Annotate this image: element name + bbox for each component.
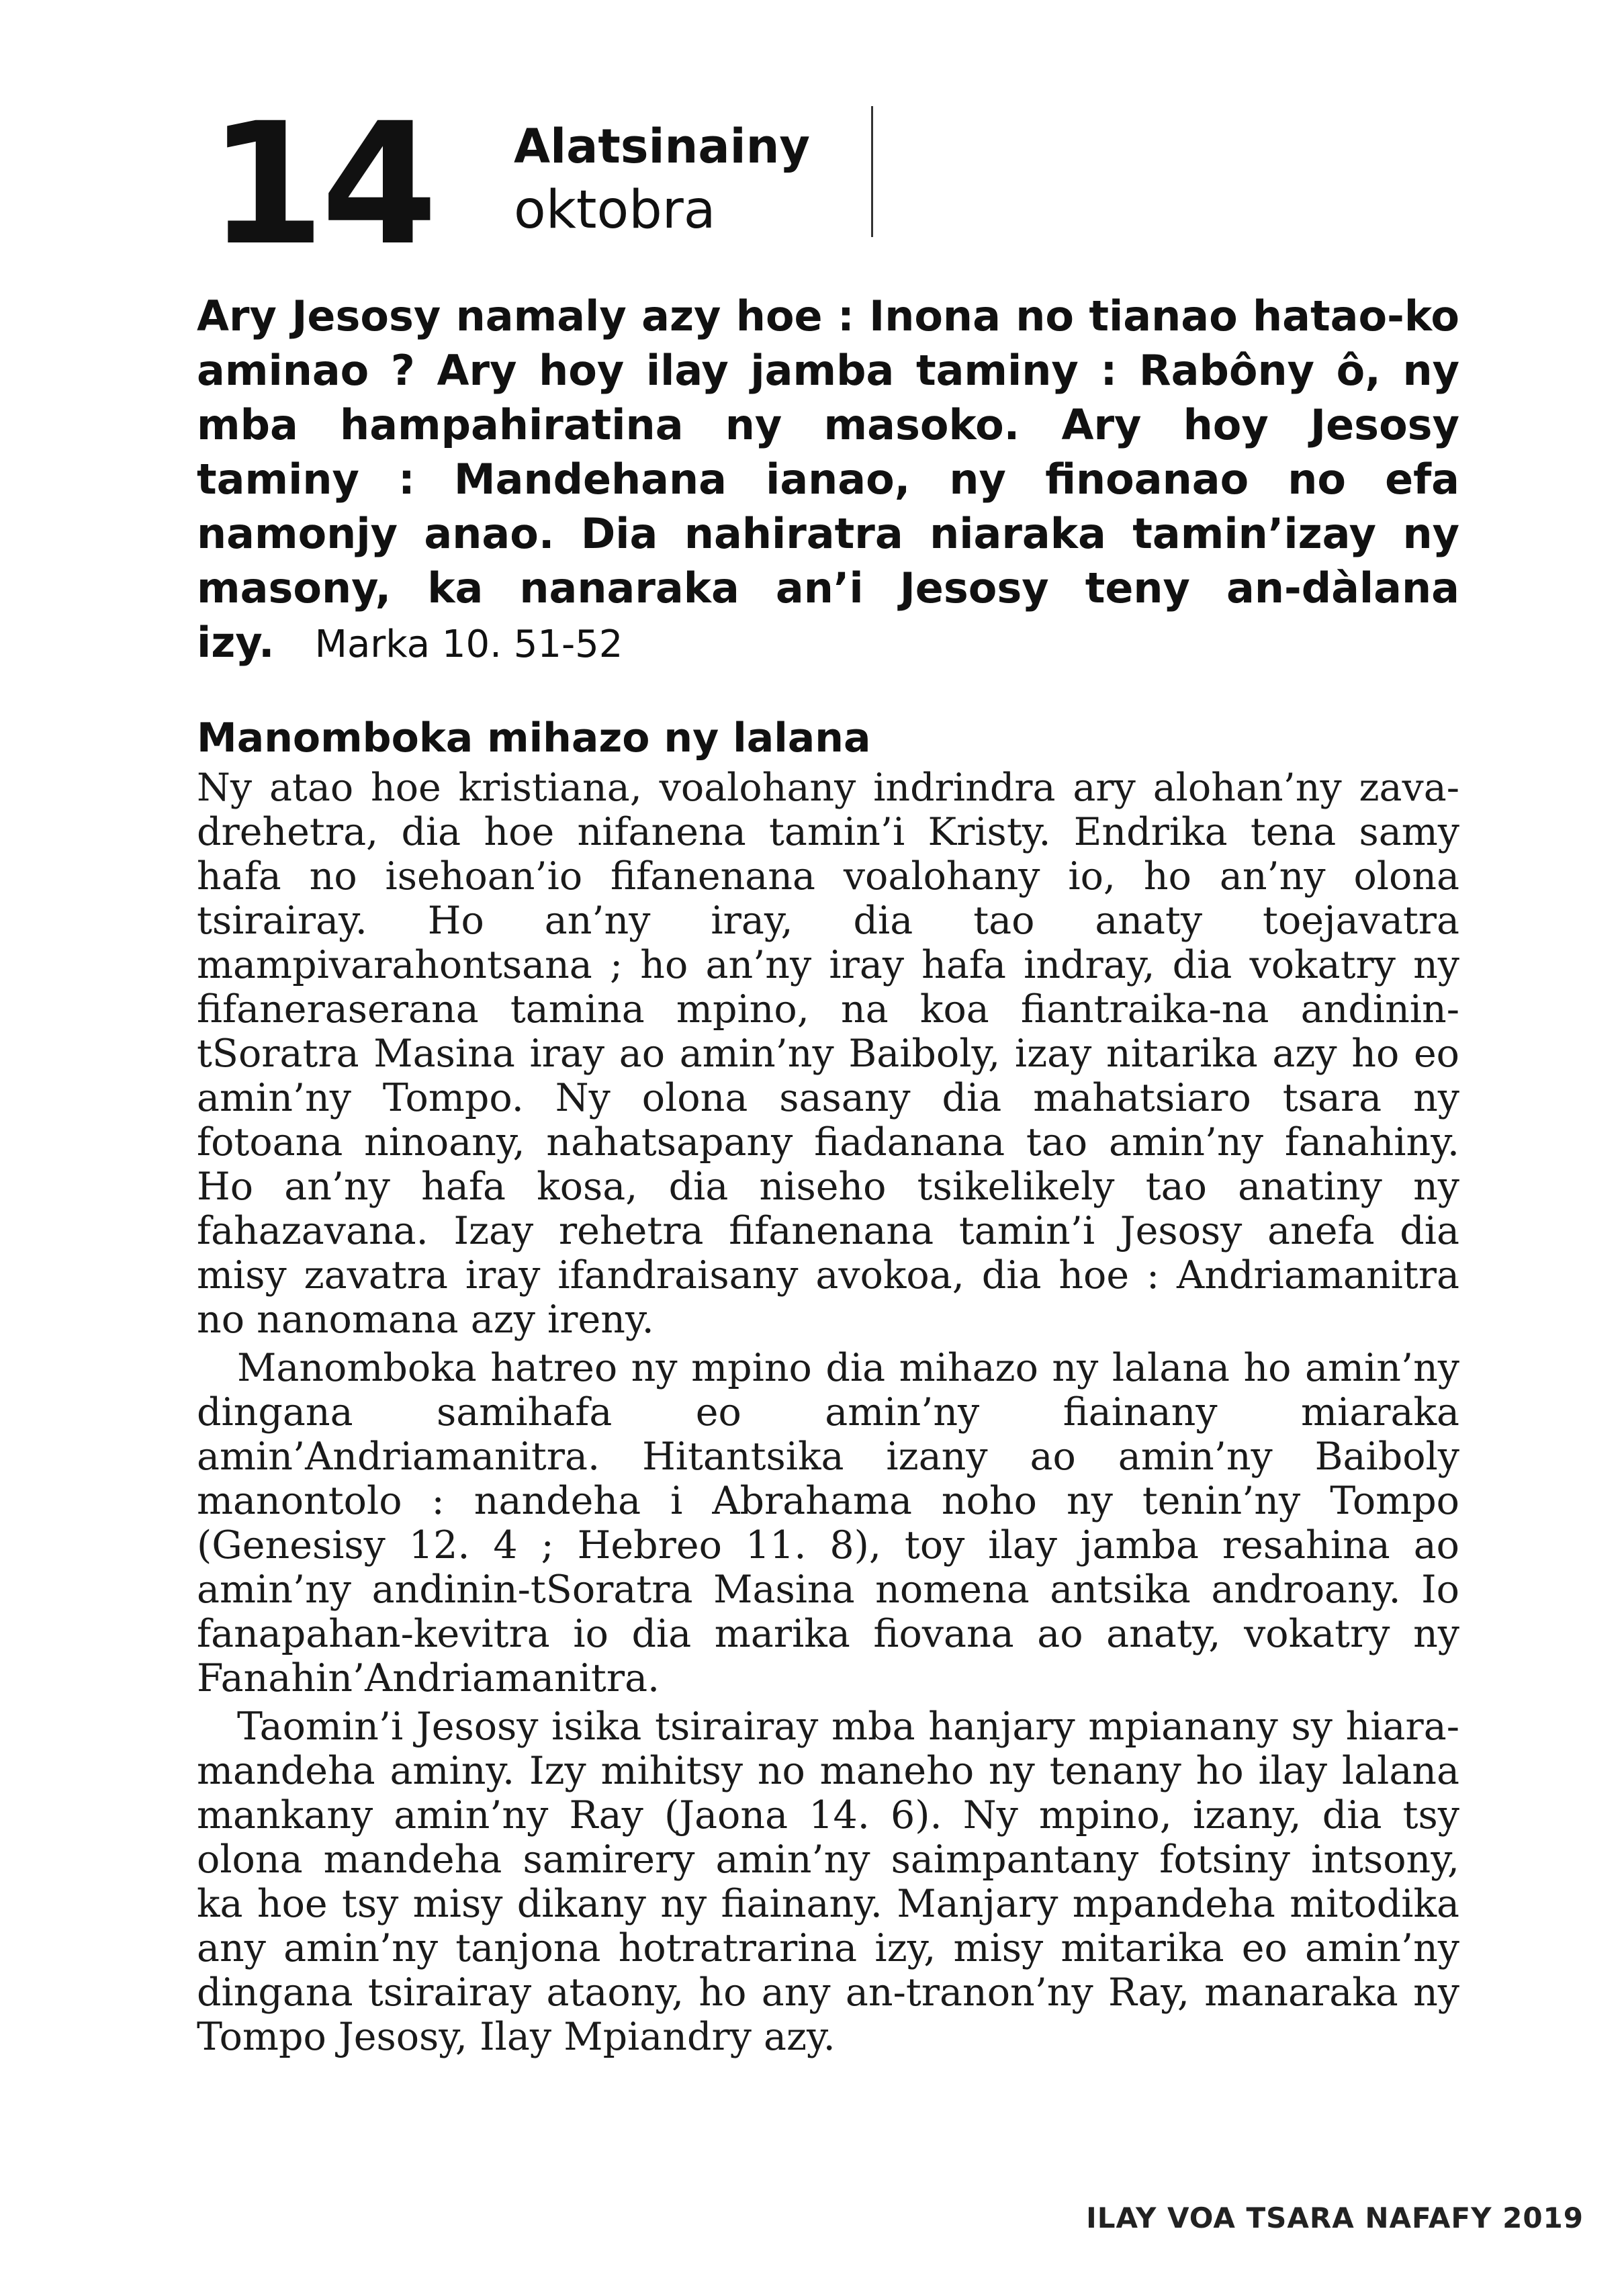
paragraph-1: Ny atao hoe kristiana, voalohany indrindra ary alohan’ny zava-drehetra, dia hoe nifanena tamin’i Kristy. Endrika tena samy hafa no isehoan’io fifanenana voalohany io, ho an’ny olona tsirairay. Ho an’ny iray, dia tao anaty toejavatra mampivarahontsana ; ho an’ny iray hafa indray, dia vokatry ny fifaneraserana tamina mpino, na koa fiantraika-na andinin-tSoratra Masina iray ao amin’ny Baiboly, izay nitarika azy ho eo amin’ny Tompo. Ny olona sasany dia mahatsiaro tsara ny fotoana ninoany, nahatsapany fiadanana tao amin’ny fanahiny. Ho an’ny hafa kosa, dia niseho tsikelikely tao anatiny ny fahazavana. Izay rehetra fifanenana tamin’i Jesosy anefa dia misy zavatra iray ifandraisany avokoa, dia hoe : Andriamanitra no nanomana azy ireny.	[197, 766, 1459, 1342]
day-number: 14	[208, 87, 434, 282]
verse-reference: Marka 10. 51-52	[314, 623, 623, 666]
section-title: Manomboka mihazo ny lalana	[197, 715, 871, 762]
footer-publication: ILAY VOA TSARA NAFAFY 2019	[1086, 2201, 1584, 2234]
meditation-body	[197, 766, 1459, 2063]
bible-verse	[197, 289, 1459, 672]
header-divider	[871, 106, 873, 237]
date-header	[208, 87, 880, 282]
paragraph-3: Taomin’i Jesosy isika tsirairay mba hanjary mpianany sy hiara-mandeha aminy. Izy mihitsy no maneho ny tenany ho ilay lalana mankany amin’ny Ray (Jaona 14. 6). Ny mpino, izany, dia tsy olona mandeha samirery amin’ny saimpantany fotsiny intsony, ka hoe tsy misy dikany ny fiainany. Manjary mpandeha mitodika any amin’ny tanjona hotratrarina izy, misy mitarika eo amin’ny dingana tsirairay ataony, ho any an-tranon’ny Ray, manaraka ny Tompo Jesosy, Ilay Mpiandry azy.	[197, 1704, 1459, 2059]
paragraph-2: Manomboka hatreo ny mpino dia mihazo ny lalana ho amin’ny dingana samihafa eo amin’ny fiainany miaraka amin’Andriamanitra. Hitantsika izany ao amin’ny Baiboly manontolo : nandeha i Abrahama noho ny tenin’ny Tompo (Genesisy 12. 4 ; Hebreo 11. 8), toy ilay jamba resahina ao amin’ny andinin-tSoratra Masina nomena antsika androany. Io fanapahan-kevitra io dia marika fiovana ao anaty, vokatry ny Fanahin’Andriamanitra.	[197, 1346, 1459, 1700]
verse-text: Ary Jesosy namaly azy hoe : Inona no tianao hatao-ko aminao ? Ary hoy ilay jamba taminy : Rabôny ô, ny mba hampahiratina ny masoko. Ary hoy Jesosy taminy : Mandehana ianao, ny finoanao no efa namonjy anao. Dia nahiratra niaraka tamin’izay ny masony, ka nanaraka an’i Jesosy teny an-dàlana izy.	[197, 291, 1459, 667]
weekday: Alatsinainy	[514, 119, 811, 174]
month: oktobra	[514, 180, 716, 240]
